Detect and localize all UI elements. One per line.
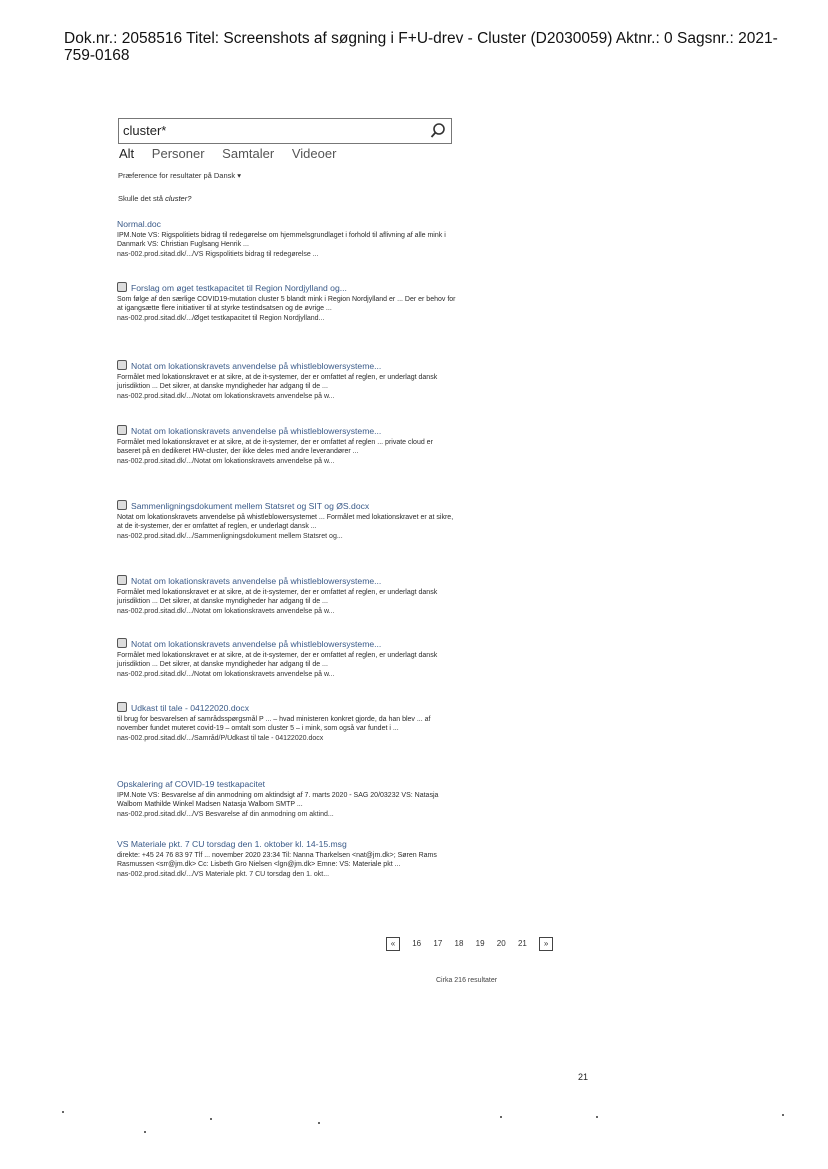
search-result xyxy=(117,702,457,743)
result-snippet: Som følge af den særlige COVID19-mutation cluster 5 blandt mink i Region Nordjylland er ... Der er behov for at igangsætte flere initiativer til at styrke testindsatsen og de øvrige ... xyxy=(117,295,456,312)
result-path[interactable]: nas-002.prod.sitad.dk/.../VS Besvarelse af din anmodning om aktind... xyxy=(117,810,334,818)
result-title-link[interactable] xyxy=(117,638,457,650)
result-path[interactable]: nas-002.prod.sitad.dk/.../Notat om lokationskravets anvendelse på w... xyxy=(117,607,335,615)
result-title-text: Notat om lokationskravets anvendelse på whistleblowersysteme... xyxy=(131,639,382,649)
search-result xyxy=(117,500,457,541)
pager-page[interactable]: 19 xyxy=(475,939,485,949)
result-snippet: direkte: +45 24 76 83 97 Tlf ... november 2020 23:34 Til: Nanna Tharkelsen <nat@jm.dk>; Søren Rams Rasmussen <srr@jm.dk> Cc: Lisbeth Gro Nielsen <lgn@jm.dk> Emne: VS: Materiale pkt ... xyxy=(117,851,437,868)
did-you-mean xyxy=(118,194,191,203)
scan-speck xyxy=(144,1131,146,1133)
result-path[interactable]: nas-002.prod.sitad.dk/.../VS Rigspolitiets bidrag til redegørelse ... xyxy=(117,250,319,258)
result-snippet: til brug for besvarelsen af samrådsspørgsmål P ... – hvad ministeren konkret gjorde, da han blev ... af november fundet muteret covid-19 – omtalt som cluster 5 – i mink, som også var fundet i ... xyxy=(117,715,431,732)
result-title-link[interactable] xyxy=(117,840,457,850)
language-preference[interactable]: Præference for resultater på Dansk ▾ xyxy=(118,171,241,180)
document-icon xyxy=(117,575,127,585)
search-tabs xyxy=(119,146,350,161)
result-snippet: Formålet med lokationskravet er at sikre, at de it-systemer, der er omfattet af reglen, er underlagt dansk jurisdiktion ... Det sikrer, at danske myndigheder har adgang til de ... xyxy=(117,651,438,668)
search-icon[interactable] xyxy=(429,122,447,140)
search-result xyxy=(117,575,457,616)
result-path[interactable]: nas-002.prod.sitad.dk/.../Notat om lokationskravets anvendelse på w... xyxy=(117,392,335,400)
result-snippet: Formålet med lokationskravet er at sikre, at de it-systemer, der er omfattet af reglen, er underlagt dansk jurisdiktion ... Det sikrer, at danske myndigheder har adgang til de ... xyxy=(117,373,438,390)
pager-page[interactable]: 20 xyxy=(496,939,506,949)
pager-prev-button[interactable]: « xyxy=(386,937,400,951)
result-path[interactable]: nas-002.prod.sitad.dk/.../VS Materiale pkt. 7 CU torsdag den 1. okt... xyxy=(117,870,330,878)
result-title-link[interactable] xyxy=(117,220,457,230)
document-icon xyxy=(117,282,127,292)
result-title-link[interactable] xyxy=(117,575,457,587)
result-snippet: IPM.Note VS: Besvarelse af din anmodning om aktindsigt af 7. marts 2020 - SAG 20/03232 VS: Natasja Walbom Mathilde Winkel Madsen Natasja Walbom SMTP ... xyxy=(117,791,439,808)
document-icon xyxy=(117,360,127,370)
result-title-link[interactable] xyxy=(117,780,457,790)
scan-speck xyxy=(782,1114,784,1116)
result-title-text: Opskalering af COVID-19 testkapacitet xyxy=(117,779,266,789)
result-snippet: IPM.Note VS: Rigspolitiets bidrag til redegørelse om hjemmelsgrundlaget i forhold til aflivning af alle mink i Danmark VS: Christian Fuglsang Henrik ... xyxy=(117,231,446,248)
result-title-text: Notat om lokationskravets anvendelse på whistleblowersysteme... xyxy=(131,426,382,436)
document-icon xyxy=(117,638,127,648)
search-result xyxy=(117,840,457,879)
result-title-text: Notat om lokationskravets anvendelse på whistleblowersysteme... xyxy=(131,361,382,371)
pager-page[interactable]: 17 xyxy=(433,939,443,949)
result-title-link[interactable] xyxy=(117,500,457,512)
tab-alt[interactable]: Alt xyxy=(119,146,135,161)
result-title-text: Normal.doc xyxy=(117,219,161,229)
result-title-text: Sammenligningsdokument mellem Statsret og SIT og ØS.docx xyxy=(131,501,370,511)
search-result xyxy=(117,638,457,679)
pager-page[interactable]: 16 xyxy=(412,939,422,949)
scan-speck xyxy=(62,1111,64,1113)
pagination xyxy=(386,937,563,951)
search-result xyxy=(117,282,457,323)
tab-personer[interactable]: Personer xyxy=(151,146,205,161)
result-path[interactable]: nas-002.prod.sitad.dk/.../Øget testkapacitet til Region Nordjylland... xyxy=(117,314,325,322)
search-result xyxy=(117,360,457,401)
result-snippet: Notat om lokationskravets anvendelse på whistleblowersystemet ... Formålet med lokationskravet er at sikre, at de it-systemer, der er omfattet af reglen, er underlagt dansk ... xyxy=(117,513,454,530)
result-title-link[interactable] xyxy=(117,360,457,372)
result-path[interactable]: nas-002.prod.sitad.dk/.../Samråd/P/Udkast til tale - 04122020.docx xyxy=(117,734,324,742)
scan-speck xyxy=(596,1116,598,1118)
search-result xyxy=(117,220,457,259)
search-result xyxy=(117,425,457,466)
document-icon xyxy=(117,425,127,435)
search-result xyxy=(117,780,457,819)
result-title-text: VS Materiale pkt. 7 CU torsdag den 1. oktober kl. 14-15.msg xyxy=(117,839,347,849)
result-snippet: Formålet med lokationskravet er at sikre, at de it-systemer, der er omfattet af reglen, er underlagt dansk jurisdiktion ... Det sikrer, at danske myndigheder har adgang til de ... xyxy=(117,588,438,605)
document-icon xyxy=(117,500,127,510)
pager-page[interactable]: 21 xyxy=(517,939,527,949)
did-you-mean-prefix: Skulle det stå xyxy=(118,194,166,203)
result-count: Cirka 216 resultater xyxy=(436,977,498,984)
result-path[interactable]: nas-002.prod.sitad.dk/.../Sammenligningsdokument mellem Statsret og... xyxy=(117,532,343,540)
search-box[interactable] xyxy=(118,118,452,144)
tab-videoer[interactable]: Videoer xyxy=(291,146,337,161)
search-input[interactable] xyxy=(119,119,423,141)
result-title-text: Forslag om øget testkapacitet til Region Nordjylland og... xyxy=(131,283,347,293)
result-title-link[interactable] xyxy=(117,282,457,294)
did-you-mean-suggestion[interactable]: cluster? xyxy=(165,194,192,203)
result-title-text: Udkast til tale - 04122020.docx xyxy=(131,703,249,713)
document-icon xyxy=(117,702,127,712)
result-path[interactable]: nas-002.prod.sitad.dk/.../Notat om lokationskravets anvendelse på w... xyxy=(117,457,335,465)
result-title-text: Notat om lokationskravets anvendelse på whistleblowersysteme... xyxy=(131,576,382,586)
scan-speck xyxy=(318,1122,320,1124)
page-number: 21 xyxy=(578,1072,589,1082)
scan-speck xyxy=(210,1118,212,1120)
document-header: Dok.nr.: 2058516 Titel: Screenshots af søgning i F+U-drev - Cluster (D2030059) Aktnr.: 0 Sagsnr.: 2021-759-0168 xyxy=(64,30,778,64)
result-title-link[interactable] xyxy=(117,425,457,437)
pager-next-button[interactable]: » xyxy=(539,937,553,951)
result-title-link[interactable] xyxy=(117,702,457,714)
result-path[interactable]: nas-002.prod.sitad.dk/.../Notat om lokationskravets anvendelse på w... xyxy=(117,670,335,678)
result-snippet: Formålet med lokationskravet er at sikre, at de it-systemer, der er omfattet af reglen ... private cloud er baseret på en dedikeret HW-cluster, der ikke deles med andre leverandører ... xyxy=(117,438,433,455)
scan-speck xyxy=(500,1116,502,1118)
tab-samtaler[interactable]: Samtaler xyxy=(222,146,275,161)
pager-page[interactable]: 18 xyxy=(454,939,464,949)
